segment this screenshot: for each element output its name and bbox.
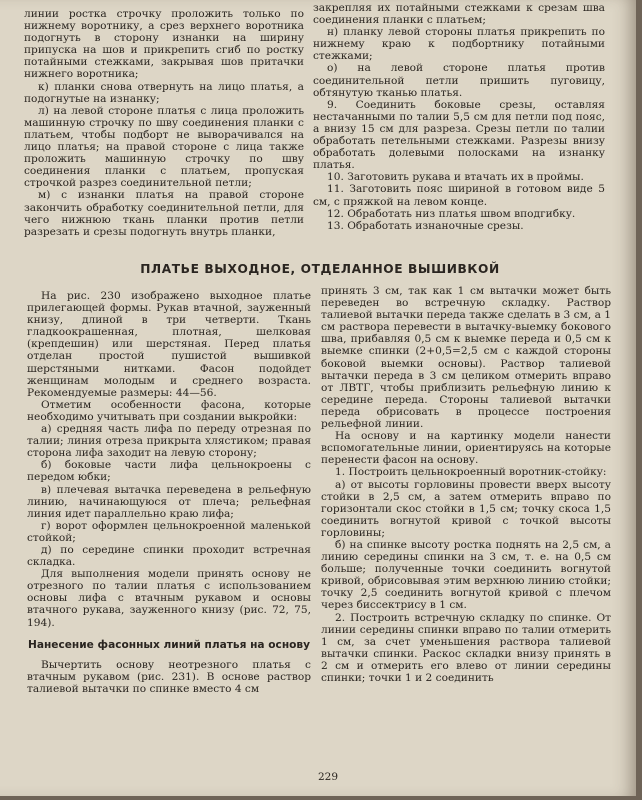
paragraph: На рис. 230 изображено выходное платье прилегающей формы. Рукав втачной, зауженный книзу, длиной в три четверти. Ткань гладкоокрашенная, плотная, шелковая (крепдешин) или шерстяная. Перед платья отделан простой пушистой вышивкой шерстяными нитками. Фасон подойдет женщинам молодым и среднего возраста. Рекомендуемые размеры: 44—56. (27, 290, 311, 399)
list-item: г) ворот оформлен цельнокроенной маленькой стойкой; (27, 519, 311, 544)
subsection-title: Нанесение фасонных линий платья на основу (27, 638, 311, 651)
section-title: ПЛАТЬЕ ВЫХОДНОЕ, ОТДЕЛАННОЕ ВЫШИВКОЙ (140, 262, 500, 276)
paragraph: принять 3 см, так как 1 см вытачки может быть переведен во встречную складку. Раствор талиевой вытачки переда также сделать в 3 см, а 1 см раствора перевести в вытачку-выемку бокового шва, прибавляя 0,5 см к выемке переда и 0,5 см к выемке спинки (2+0,5=2,5 см с каждой стороны боковой выемки основы). Раствор талиевой вытачки переда в 3 см целиком отмерить вправо от ЛВТГ, чтобы приблизить рельефную линию к середине переда. Стороны талиевой вытачки переда обрисовать в процессе построения рельефной линии. (321, 285, 611, 431)
paragraph: Вычертить основу неотрезного платья с втачным рукавом (рис. 231). В основе раствор талиевой вытачки по спинке вместо 4 см (27, 658, 311, 695)
top-left-column (24, 8, 304, 238)
paragraph: 9. Соединить боковые срезы, оставляя нестачанными по талии 5,5 см для петли под пояс, а внизу 15 см для разреза. Срезы петли по талии обработать петельными стежками. Разрезы внизу обработать долевыми полосками на изнанку платья. (313, 98, 605, 172)
list-item: а) средняя часть лифа по переду отрезная по талии; линия отреза прикрыта хлястиком; правая сторона лифа заходит на левую сторону; (27, 423, 311, 460)
paragraph: линии ростка строчку проложить только по нижнему воротнику, а срез верхнего воротника подогнуть в сторону изнанки на ширину припуска на шов и прикрепить сгиб по ростку потайными стежками, закрывая шов притачки нижнего воротника; (24, 8, 304, 81)
top-right-column (313, 2, 605, 232)
paragraph: 11. Заготовить пояс шириной в готовом виде 5 см, с пряжкой на левом конце. (313, 183, 605, 208)
page-number: 229 (318, 771, 339, 783)
paragraph: 13. Обработать изнаночные срезы. (327, 219, 524, 232)
list-item: в) плечевая вытачка переведена в рельефную линию, начинающуюся от плеча; рельефная линия идет параллельно краю лифа; (27, 483, 311, 520)
paragraph: о) на левой стороне платья против соединительной петли пришить пуговицу, обтянутую тканью платья. (313, 62, 605, 99)
bottom-left-column (27, 290, 311, 695)
paragraph: а) от высоты горловины провести вверх высоту стойки в 2,5 см, а затем отмерить вправо по горизонтали скос стойки в 1,5 см; точку скоса 1,5 соединить вогнутой кривой с точкой высоты горловины; (321, 478, 611, 539)
list-item: д) по середине спинки проходит встречная складка. (27, 543, 311, 569)
paragraph: Отметим особенности фасона, которые необходимо учитывать при создании выкройки: (27, 398, 311, 423)
bottom-right-column (321, 285, 611, 684)
paragraph: л) на левой стороне платья с лица проложить машинную строчку по шву соединения планки с платьем, чтобы подборт не выворачивался на лицо платья; на правой стороне с лица также проложить машинную строчку по шву соединения планки с платьем, пропуская строчкой разрез соединительной петли; (24, 104, 304, 190)
paragraph: Для выполнения модели принять основу не отрезного по талии платья с использованием основы лифа с втачным рукавом и основы втачного рукава, зауженного книзу (рис. 72, 75, 194). (27, 568, 311, 629)
paragraph: 1. Построить цельнокроенный воротник-стойку: (335, 466, 607, 479)
paragraph: 12. Обработать низ платья швом вподгибку. (327, 207, 576, 220)
paragraph: На основу и на картинку модели нанести вспомогательные линии, ориентируясь на которые перенести фасон на основу. (321, 430, 611, 467)
paragraph: н) планку левой стороны платья прикрепить по нижнему краю к подбортнику потайными стежками; (313, 26, 605, 63)
paragraph: м) с изнанки платья на правой стороне закончить обработку соединительной петли, для чего нижнюю ткань планки против петли разрезать и срезы подогнуть внутрь планки, (24, 189, 304, 238)
list-item: б) боковые части лифа цельнокроены с передом юбки; (27, 459, 311, 484)
paragraph: 2. Построить встречную складку по спинке. От линии середины спинки вправо по талии отмерить 1 см, за счет уменьшения раствора талиевой вытачки спинки. Раскос складки внизу принять в 2 см и отмерить его влево от линии середины спинки; точки 1 и 2 соединить (321, 611, 611, 684)
paragraph: к) планки снова отвернуть на лицо платья, а подогнутые на изнанку; (24, 80, 304, 105)
paragraph: 10. Заготовить рукава и втачать их в проймы. (327, 171, 584, 184)
paragraph: б) на спинке высоту ростка поднять на 2,5 см, а линию середины спинки на 3 см, т. е. на 0,5 см больше; полученные точки соединить вогнутой кривой, обрисовывая этим верхнюю линию стойки; точку 2,5 соединить вогнутой кривой с плечом через биссектрису в 1 см. (321, 538, 611, 612)
paragraph: закрепляя их потайными стежками к срезам шва соединения планки с платьем; (313, 2, 605, 27)
